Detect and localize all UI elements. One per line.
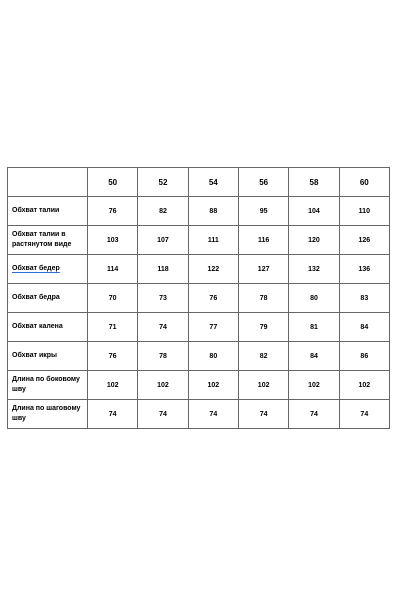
row-label: Обхват бедра	[8, 284, 88, 313]
table-cell: 82	[138, 197, 188, 226]
table-cell: 111	[188, 226, 238, 255]
table-row	[8, 255, 390, 284]
table-row	[8, 284, 390, 313]
table-cell: 102	[339, 371, 389, 400]
row-label: Длина по боковому шву	[8, 371, 88, 400]
table-cell: 116	[238, 226, 288, 255]
table-cell: 127	[238, 255, 288, 284]
size-header-56: 56	[238, 168, 288, 197]
table-cell: 82	[238, 342, 288, 371]
size-chart-table	[7, 167, 390, 429]
table-cell: 104	[289, 197, 339, 226]
table-cell: 74	[138, 400, 188, 429]
table-cell: 74	[339, 400, 389, 429]
size-header-52: 52	[138, 168, 188, 197]
table-cell: 73	[138, 284, 188, 313]
table-cell: 95	[238, 197, 288, 226]
row-label: Обхват икры	[8, 342, 88, 371]
table-cell: 71	[88, 313, 138, 342]
table-cell: 78	[238, 284, 288, 313]
row-label: Обхват талии в растянутом виде	[8, 226, 88, 255]
table-cell: 120	[289, 226, 339, 255]
table-cell: 74	[238, 400, 288, 429]
table-cell: 102	[138, 371, 188, 400]
table-row	[8, 342, 390, 371]
table-cell: 76	[88, 342, 138, 371]
row-label	[8, 255, 88, 284]
table-cell: 74	[188, 400, 238, 429]
table-cell: 80	[289, 284, 339, 313]
table-cell: 79	[238, 313, 288, 342]
table-cell: 78	[138, 342, 188, 371]
table-cell: 102	[188, 371, 238, 400]
table-cell: 77	[188, 313, 238, 342]
table-cell: 107	[138, 226, 188, 255]
table-cell: 74	[138, 313, 188, 342]
table-row	[8, 226, 390, 255]
row-label: Обхват талии	[8, 197, 88, 226]
table-cell: 84	[289, 342, 339, 371]
table-row	[8, 313, 390, 342]
table-row	[8, 400, 390, 429]
table-cell: 102	[238, 371, 288, 400]
table-row	[8, 197, 390, 226]
table-cell: 103	[88, 226, 138, 255]
table-cell: 110	[339, 197, 389, 226]
table-cell: 84	[339, 313, 389, 342]
table-cell: 136	[339, 255, 389, 284]
table-cell: 102	[289, 371, 339, 400]
row-label: Длина по шаговому шву	[8, 400, 88, 429]
table-cell: 102	[88, 371, 138, 400]
table-cell: 122	[188, 255, 238, 284]
header-row	[8, 168, 390, 197]
table-cell: 74	[289, 400, 339, 429]
table-cell: 83	[339, 284, 389, 313]
table-cell: 118	[138, 255, 188, 284]
table-cell: 88	[188, 197, 238, 226]
size-header-50: 50	[88, 168, 138, 197]
table-cell: 81	[289, 313, 339, 342]
table-cell: 76	[88, 197, 138, 226]
size-header-60: 60	[339, 168, 389, 197]
row-label: Обхват калена	[8, 313, 88, 342]
row-label-text: Обхват бедер	[12, 265, 60, 272]
table-cell: 80	[188, 342, 238, 371]
header-corner-cell	[8, 168, 88, 197]
table-cell: 86	[339, 342, 389, 371]
table-cell: 76	[188, 284, 238, 313]
table-cell: 132	[289, 255, 339, 284]
table-cell: 126	[339, 226, 389, 255]
size-header-54: 54	[188, 168, 238, 197]
table-cell: 70	[88, 284, 138, 313]
table-row	[8, 371, 390, 400]
table-cell: 74	[88, 400, 138, 429]
table-cell: 114	[88, 255, 138, 284]
size-header-58: 58	[289, 168, 339, 197]
